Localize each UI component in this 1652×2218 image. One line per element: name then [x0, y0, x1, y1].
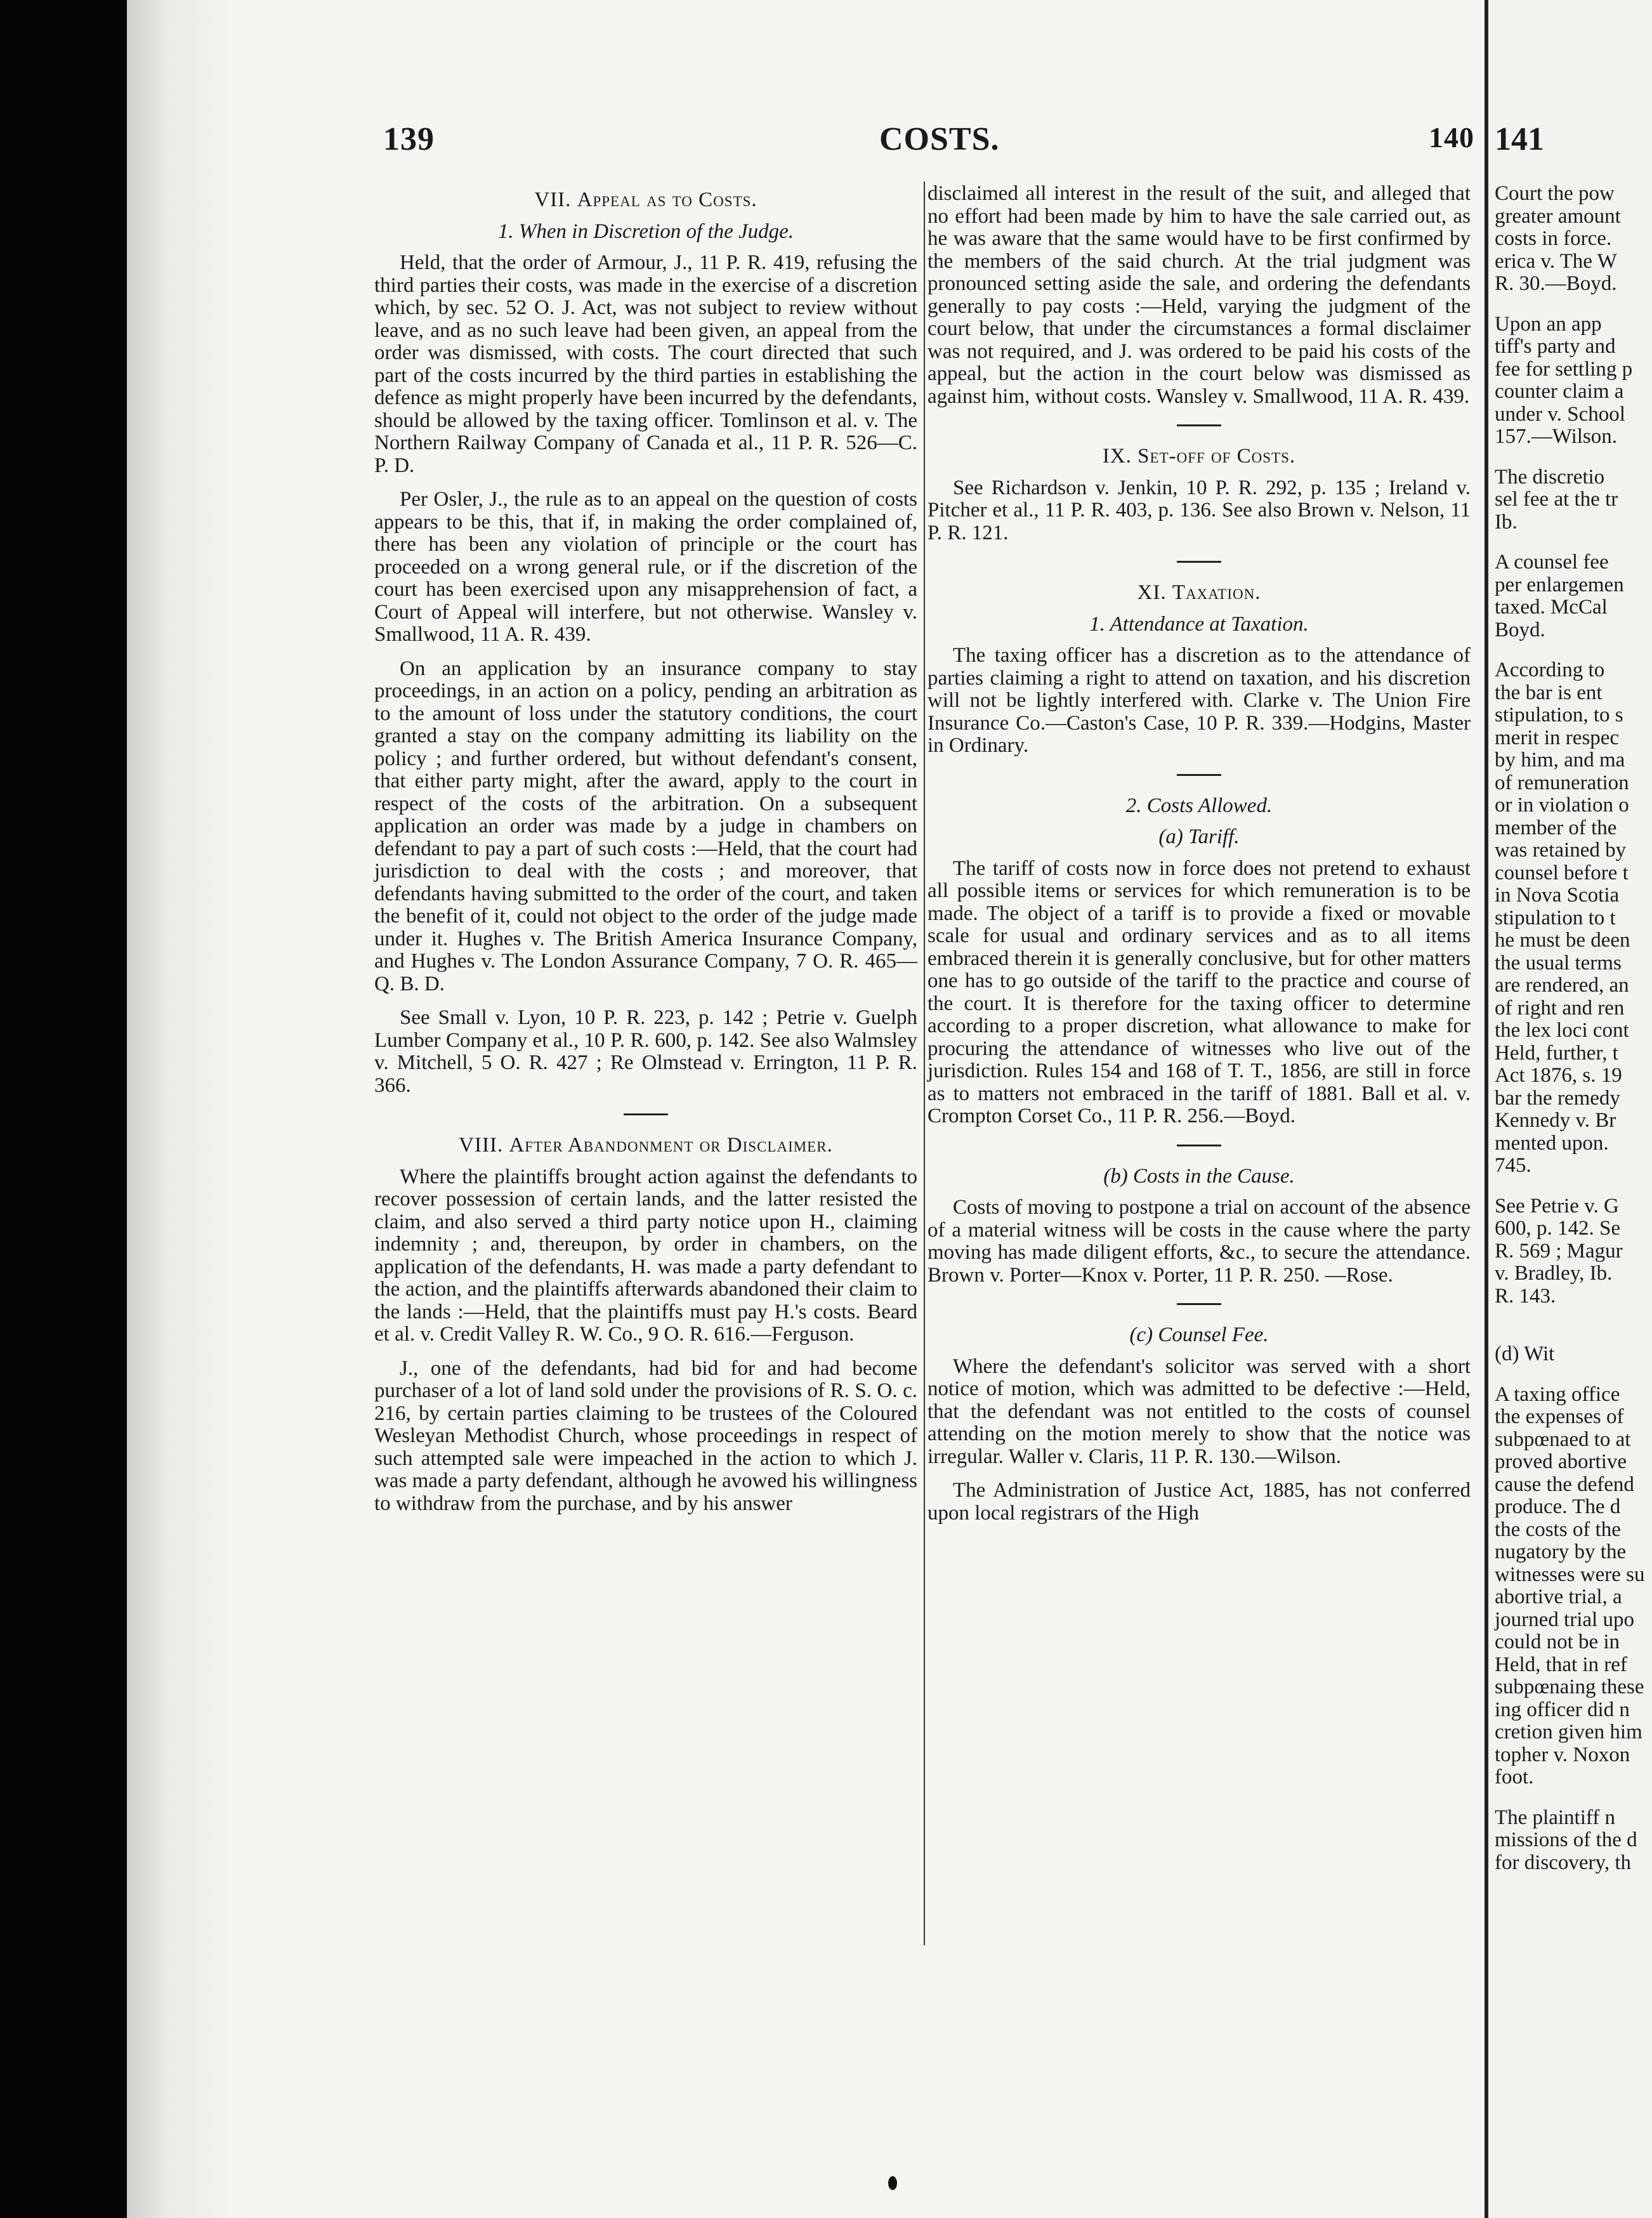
text-line: witnesses were su	[1495, 1563, 1645, 1586]
text-line: 157.—Wilson.	[1495, 425, 1618, 448]
running-title: COSTS.	[879, 121, 1000, 157]
page-number-right: 140	[1429, 121, 1474, 154]
text-line: journed trial upo	[1495, 1608, 1634, 1631]
line-gap	[1495, 1325, 1652, 1343]
text-line: for discovery, th	[1495, 1851, 1632, 1874]
line-gap	[1495, 1178, 1652, 1195]
text-line: stipulation to t	[1495, 906, 1616, 929]
line-gap	[1495, 1366, 1652, 1384]
text-line: the bar is ent	[1495, 681, 1603, 704]
text-line: counsel before t	[1495, 861, 1629, 884]
section-heading	[928, 445, 1471, 468]
text-line: member of the	[1495, 816, 1617, 839]
section-title: After Abandonment or Disclaimer.	[509, 1134, 833, 1157]
text-line: topher v. Noxon	[1495, 1743, 1630, 1766]
line-gap	[1495, 534, 1652, 551]
text-line: Kennedy v. Br	[1495, 1109, 1616, 1132]
line-gap	[1495, 296, 1652, 313]
section-numeral: IX.	[1102, 445, 1132, 468]
section-numeral: XI.	[1137, 581, 1167, 604]
text-line: he must be deen	[1495, 929, 1630, 952]
text-line: R. 143.	[1495, 1284, 1556, 1308]
text-line: are rendered, an	[1495, 974, 1629, 997]
paragraph: J., one of the defendants, had bid for and had become purchaser of a lot of land sold under the provisions of R. S. O. c. 216, by certain parties claiming to be trustees of the Coloured Wesleyan Methodist Church, whose proceedings in respect of such attempted sale were impeached in the action to which J. was made a party defendant, although he avowed his willingness to withdraw from the purchase, and by his answer	[374, 1356, 917, 1515]
text-line: tiff's party and	[1495, 335, 1616, 358]
text-line: per enlargemen	[1495, 573, 1624, 596]
section-rule	[1177, 774, 1221, 776]
section-rule	[1177, 424, 1221, 426]
column-divider	[924, 181, 925, 1945]
text-line: foot.	[1495, 1766, 1534, 1788]
paragraph: The Administration of Justice Act, 1885, has not conferred upon local registrars of the High	[928, 1479, 1471, 1525]
page-number-left: 139	[383, 121, 435, 157]
text-line: of right and ren	[1495, 996, 1625, 1020]
section-numeral: VIII.	[459, 1134, 504, 1157]
paragraph: Per Osler, J., the rule as to an appeal on the question of costs appears to be this, that if, in making the order complained of, there has been any violation of principle or the court has proceeded on a wrong general rule, or if the discretion of the court has been exercised upon any misapprehension of fact, a Court of Appeal will interfere, but not otherwise. Wansley v. Smallwood, 11 A. R. 439.	[374, 488, 917, 646]
paragraph: The tariff of costs now in force does not pretend to exhaust all possible items or services for which remuneration is to be made. The object of a tariff is to provide a fixed or movable scale for usual and ordinary services and as to all items embraced therein it is generally conclusive, but for other matters one has to go outside of the tariff to the practice and course of the court. It is therefore for the taxing officer to determine according to a proper discretion, what allowance to make for procuring the attendance of witnesses who live out of the jurisdiction. Rules 154 and 168 of T. T., 1856, are still in force as to matters not embraced in the tariff of 1881. Ball et al. v. Crompton Corset Co., 11 P. R. 256.—Boyd.	[928, 856, 1471, 1127]
text-line: Upon an app	[1495, 312, 1602, 336]
text-line: of remuneration	[1495, 771, 1629, 794]
text-column-1	[374, 183, 917, 1526]
text-line: the costs of the	[1495, 1518, 1621, 1541]
section-title: Taxation.	[1172, 581, 1261, 604]
section-rule	[1177, 561, 1221, 563]
text-line: v. Bradley, Ib.	[1495, 1262, 1613, 1285]
subsection-heading: (c) Counsel Fee.	[1129, 1323, 1269, 1346]
text-line: the expenses of	[1495, 1405, 1624, 1428]
book-spine-shadow	[0, 0, 127, 2218]
right-page-text	[1495, 183, 1652, 1874]
paragraph: The taxing officer has a discretion as to the attendance of parties claiming a right to attend on taxation, and his discretion will not be lightly interfered with. Clarke v. The Union Fire Insurance Co.—Caston's Case, 10 P. R. 339.—Hodgins, Master in Ordinary.	[928, 644, 1471, 757]
text-line: was retained by	[1495, 839, 1627, 862]
section-rule	[624, 1113, 668, 1115]
text-line: ing officer did n	[1495, 1698, 1630, 1721]
text-line: sel fee at the tr	[1495, 488, 1618, 511]
text-column-2	[928, 183, 1471, 1536]
text-line: under v. School	[1495, 402, 1625, 426]
scan-speck	[888, 2176, 897, 2190]
paragraph: See Richardson v. Jenkin, 10 P. R. 292, p. 135 ; Ireland v. Pitcher et al., 11 P. R. 403, p. 136. See also Brown v. Nelson, 11 P. R. 121.	[928, 476, 1471, 544]
text-line: missions of the d	[1495, 1828, 1637, 1851]
text-line: produce. The d	[1495, 1495, 1621, 1518]
text-line: Act 1876, s. 19	[1495, 1064, 1622, 1087]
paragraph: disclaimed all interest in the result of the suit, and alleged that no effort had been made by him to have the sale carried out, as he was aware that the same would have to be first confirmed by the members of the said church. At the trial judgment was pronounced setting aside the sale, and ordering the defendants generally to pay costs :—Held, varying the judgment of the court below, that under the circumstances a formal disclaimer was not required, and J. was ordered to be paid his costs of the appeal, but the action in the court below was dismissed as against him, without costs. Wansley v. Smallwood, 11 A. R. 439.	[928, 182, 1471, 408]
text-line: subpœnaing these	[1495, 1676, 1644, 1698]
section-heading	[374, 1134, 917, 1157]
section-numeral: VII.	[534, 188, 572, 211]
text-line: or in violation o	[1495, 794, 1629, 817]
text-line: (d) Wit	[1495, 1342, 1555, 1365]
paragraph: See Small v. Lyon, 10 P. R. 223, p. 142 ; Petrie v. Guelph Lumber Company et al., 10 P. R. 600, p. 142. See also Walmsley v. Mitchell, 5 O. R. 427 ; Re Olmstead v. Errington, 11 P. R. 366.	[374, 1006, 917, 1097]
subsection-heading: 1. Attendance at Taxation.	[1089, 612, 1309, 636]
line-gap	[1495, 449, 1652, 466]
text-line: The plaintiff n	[1495, 1806, 1616, 1829]
paragraph: Where the defendant's solicitor was served with a short notice of motion, which was admitted to be defective :—Held, that the defendant was not entitled to the costs of counsel attending on the motion merely to show that the notice was irregular. Waller v. Claris, 11 P. R. 130.—Wilson.	[928, 1355, 1471, 1468]
text-line: stipulation, to s	[1495, 704, 1623, 726]
right-page-number: 141	[1495, 121, 1544, 157]
text-line: fee for settling p	[1495, 357, 1633, 381]
text-line: Ib.	[1495, 510, 1518, 534]
subsection-heading: 2. Costs Allowed.	[1125, 794, 1273, 817]
text-line: R. 30.—Boyd.	[1495, 272, 1617, 295]
text-line: the lex loci cont	[1495, 1019, 1629, 1042]
text-line: According to	[1495, 659, 1605, 681]
paragraph: On an application by an insurance company to stay proceedings, in an action on a policy, pending an arbitration as to the amount of loss under the statutory conditions, the court granted a stay on the company admitting its liability on the policy ; and further ordered, but without defendant's consent, that either party might, after the award, apply to the court in respect of the costs of the arbitration. On a subsequent application an order was made by a judge in chambers on defendant to pay a part of such costs :—Held, that the court had jurisdiction to deal with the costs ; and moreover, that defendants having submitted to the order of the court, and taken the benefit of it, could not object to the order of the judge made under it. Hughes v. The British America Insurance Company, and Hughes v. The London Assurance Company, 7 O. R. 465—Q. B. D.	[374, 657, 917, 995]
paragraph: Held, that the order of Armour, J., 11 P. R. 419, refusing the third parties their costs, was made in the exercise of a discretion which, by sec. 52 O. J. Act, was not subject to review without leave, and as no such leave had been given, an appeal from the order was dismissed, with costs. The court directed that such part of the costs incurred by the third parties in establishing the defence as might properly have been incurred by the defendants, should be allowed by the taxing officer. Tomlinson et al. v. The Northern Railway Company of Canada et al., 11 P. R. 526—C. P. D.	[374, 251, 917, 477]
line-gap	[1495, 1308, 1652, 1325]
text-line: cretion given him	[1495, 1721, 1642, 1743]
right-page	[1488, 0, 1652, 2218]
text-line: greater amount	[1495, 204, 1621, 228]
section-heading	[374, 189, 917, 212]
paragraph: Where the plaintiffs brought action against the defendants to recover possession of certain lands, and the latter resisted the claim, and also served a third party notice upon H., claiming indemnity ; and, thereupon, by order in chambers, on the application of the defendants, H. was made a party defendant to the action, and the plaintiffs afterwards abandoned their claim to the lands :—Held, that the plaintiffs must pay H.'s costs. Beard et al. v. Credit Valley R. W. Co., 9 O. R. 616.—Ferguson.	[374, 1165, 917, 1346]
text-line: A taxing office	[1495, 1382, 1620, 1406]
text-line: taxed. McCal	[1495, 596, 1608, 619]
subsection-heading: (a) Tariff.	[1158, 825, 1240, 848]
text-line: Boyd.	[1495, 618, 1545, 641]
text-line: See Petrie v. G	[1495, 1194, 1619, 1217]
text-line: 745.	[1495, 1154, 1531, 1177]
text-line: mented upon.	[1495, 1131, 1609, 1155]
text-line: A counsel fee	[1495, 551, 1609, 574]
text-line: merit in respec	[1495, 726, 1620, 749]
section-rule	[1177, 1145, 1221, 1146]
text-line: could not be in	[1495, 1631, 1620, 1653]
subsection-heading: 1. When in Discretion of the Judge.	[497, 220, 794, 243]
section-heading	[928, 582, 1471, 605]
text-line: proved abortive	[1495, 1450, 1627, 1473]
text-line: Court the pow	[1495, 182, 1615, 205]
text-line: erica v. The W	[1495, 249, 1617, 273]
text-line: 600, p. 142. Se	[1495, 1217, 1620, 1240]
line-gap	[1495, 1789, 1652, 1807]
section-title: Set-off of Costs.	[1137, 445, 1296, 468]
text-line: The discretio	[1495, 465, 1605, 489]
text-line: cause the defend	[1495, 1473, 1634, 1496]
text-line: R. 569 ; Magur	[1495, 1239, 1623, 1263]
text-line: Held, further, t	[1495, 1041, 1618, 1065]
text-line: abortive trial, a	[1495, 1585, 1622, 1608]
text-line: nugatory by the	[1495, 1540, 1627, 1563]
section-title: Appeal as to Costs.	[577, 188, 757, 211]
text-line: subpœnaed to at	[1495, 1427, 1631, 1451]
text-line: in Nova Scotia	[1495, 884, 1620, 907]
text-line: by him, and ma	[1495, 749, 1625, 771]
text-line: costs in force.	[1495, 227, 1612, 250]
section-rule	[1177, 1303, 1221, 1305]
text-line: counter claim a	[1495, 380, 1624, 403]
paragraph: Costs of moving to postpone a trial on account of the absence of a material witness will be costs in the cause where the party moving has made diligent efforts, &c., to secure the attendance. Brown v. Porter—Knox v. Porter, 11 P. R. 250. —Rose.	[928, 1196, 1471, 1287]
text-line: bar the remedy	[1495, 1086, 1620, 1110]
subsection-heading: (b) Costs in the Cause.	[1103, 1164, 1295, 1188]
page-curl-shading	[127, 0, 247, 2218]
line-gap	[1495, 641, 1652, 659]
text-line: the usual terms	[1495, 951, 1622, 974]
text-line: Held, that in ref	[1495, 1653, 1627, 1676]
